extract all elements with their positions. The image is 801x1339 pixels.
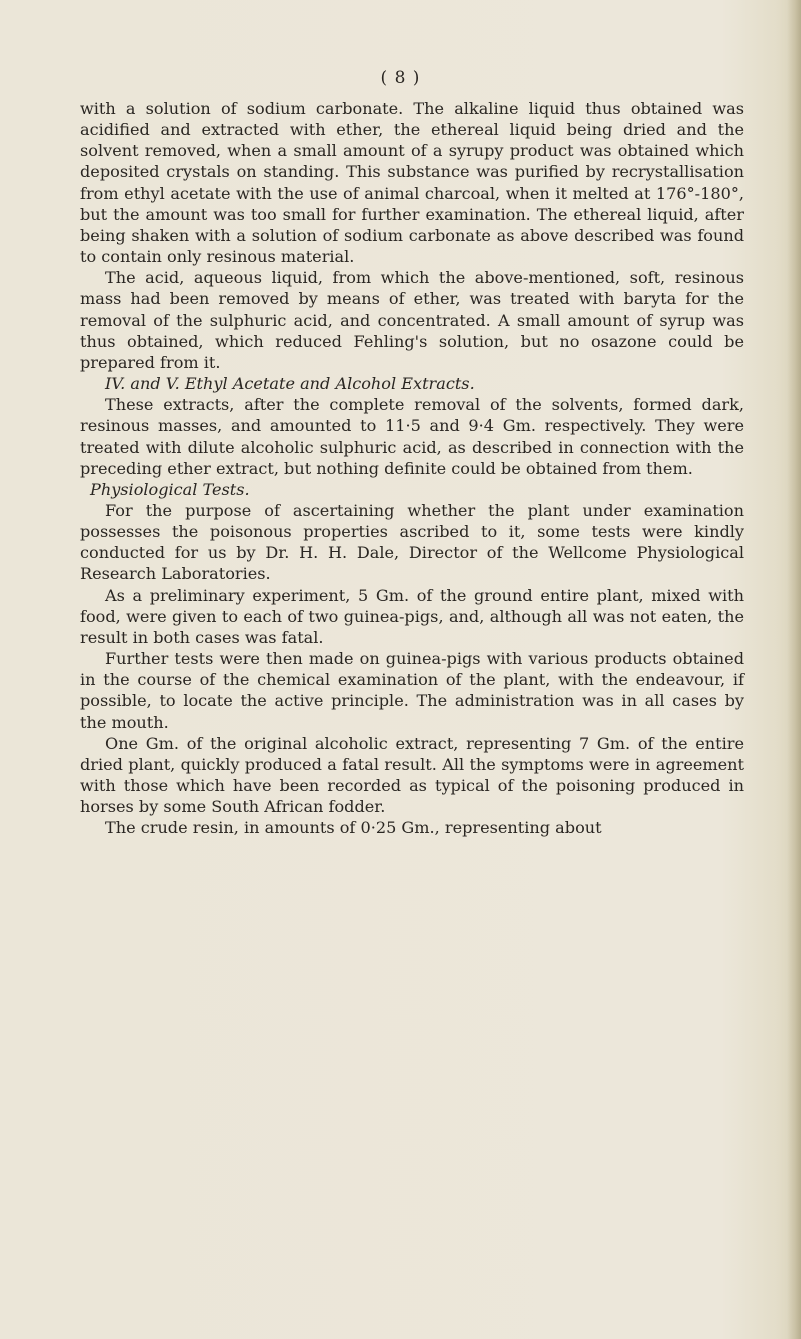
page-number: ( 8 ) xyxy=(380,68,421,88)
paragraph-crude-resin: The crude resin, in amounts of 0·25 Gm., representing about xyxy=(105,818,602,838)
body-text xyxy=(80,98,744,838)
paragraph-continuation: with a solution of sodium carbonate. The alkaline liquid thus obtained was acidified and extracted with ether, the ethereal liquid being dried and the solvent removed, when a small amount of a syrupy product was obtained which deposited crystals on standing. This substance was purified by recrystallisation from ethyl acetate with the use of animal charcoal, when it melted at 176°-180°, but the amount was too small for further examination. The ethereal liquid, after being shaken with a solution of sodium carbonate as above described was found to contain only resinous material. xyxy=(80,99,744,267)
paragraph-further-tests: Further tests were then made on guinea-pigs with various products obtained in the course of the chemical examination of the plant, with the endeavour, if possible, to locate the active principle. The administration was in all cases by the mouth. xyxy=(80,649,744,732)
paragraph-purpose: For the purpose of ascertaining whether the plant under examination possesses the poisonous properties ascribed to it, some tests were kindly conducted for us by Dr. H. H. Dale, Director of the Wellcome Physiological Research Laboratories. xyxy=(80,500,744,584)
section-heading-physiological-tests: Physiological Tests. xyxy=(90,479,250,499)
paragraph-alcoholic-extract: One Gm. of the original alcoholic extract, representing 7 Gm. of the entire dried plant, quickly produced a fatal result. All the symptoms were in agreement with those which have been recorded as typical of the poisoning produced in horses by some South African fodder. xyxy=(80,733,744,817)
section-heading-extracts: IV. and V. Ethyl Acetate and Alcohol Extracts. xyxy=(105,374,475,394)
paragraph-preliminary-experiment: As a preliminary experiment, 5 Gm. of the ground entire plant, mixed with food, were given to each of two guinea-pigs, and, although all was not eaten, the result in both cases was fatal. xyxy=(80,585,744,647)
page-edge-shadow xyxy=(787,0,801,1339)
paragraph-acid-aqueous-liquid: The acid, aqueous liquid, from which the above-mentioned, soft, resinous mass had been removed by means of ether, was treated with baryta for the removal of the sulphuric acid, and concentrated. A small amount of syrup was thus obtained, which reduced Fehling's solution, but no osazone could be prepared from it. xyxy=(80,268,744,372)
paragraph-extracts: These extracts, after the complete removal of the solvents, formed dark, resinous masses, and amounted to 11·5 and 9·4 Gm. respectively. They were treated with dilute alcoholic sulphuric acid, as described in connection with the preceding ether extract, but nothing definite could be obtained from them. xyxy=(80,395,744,478)
